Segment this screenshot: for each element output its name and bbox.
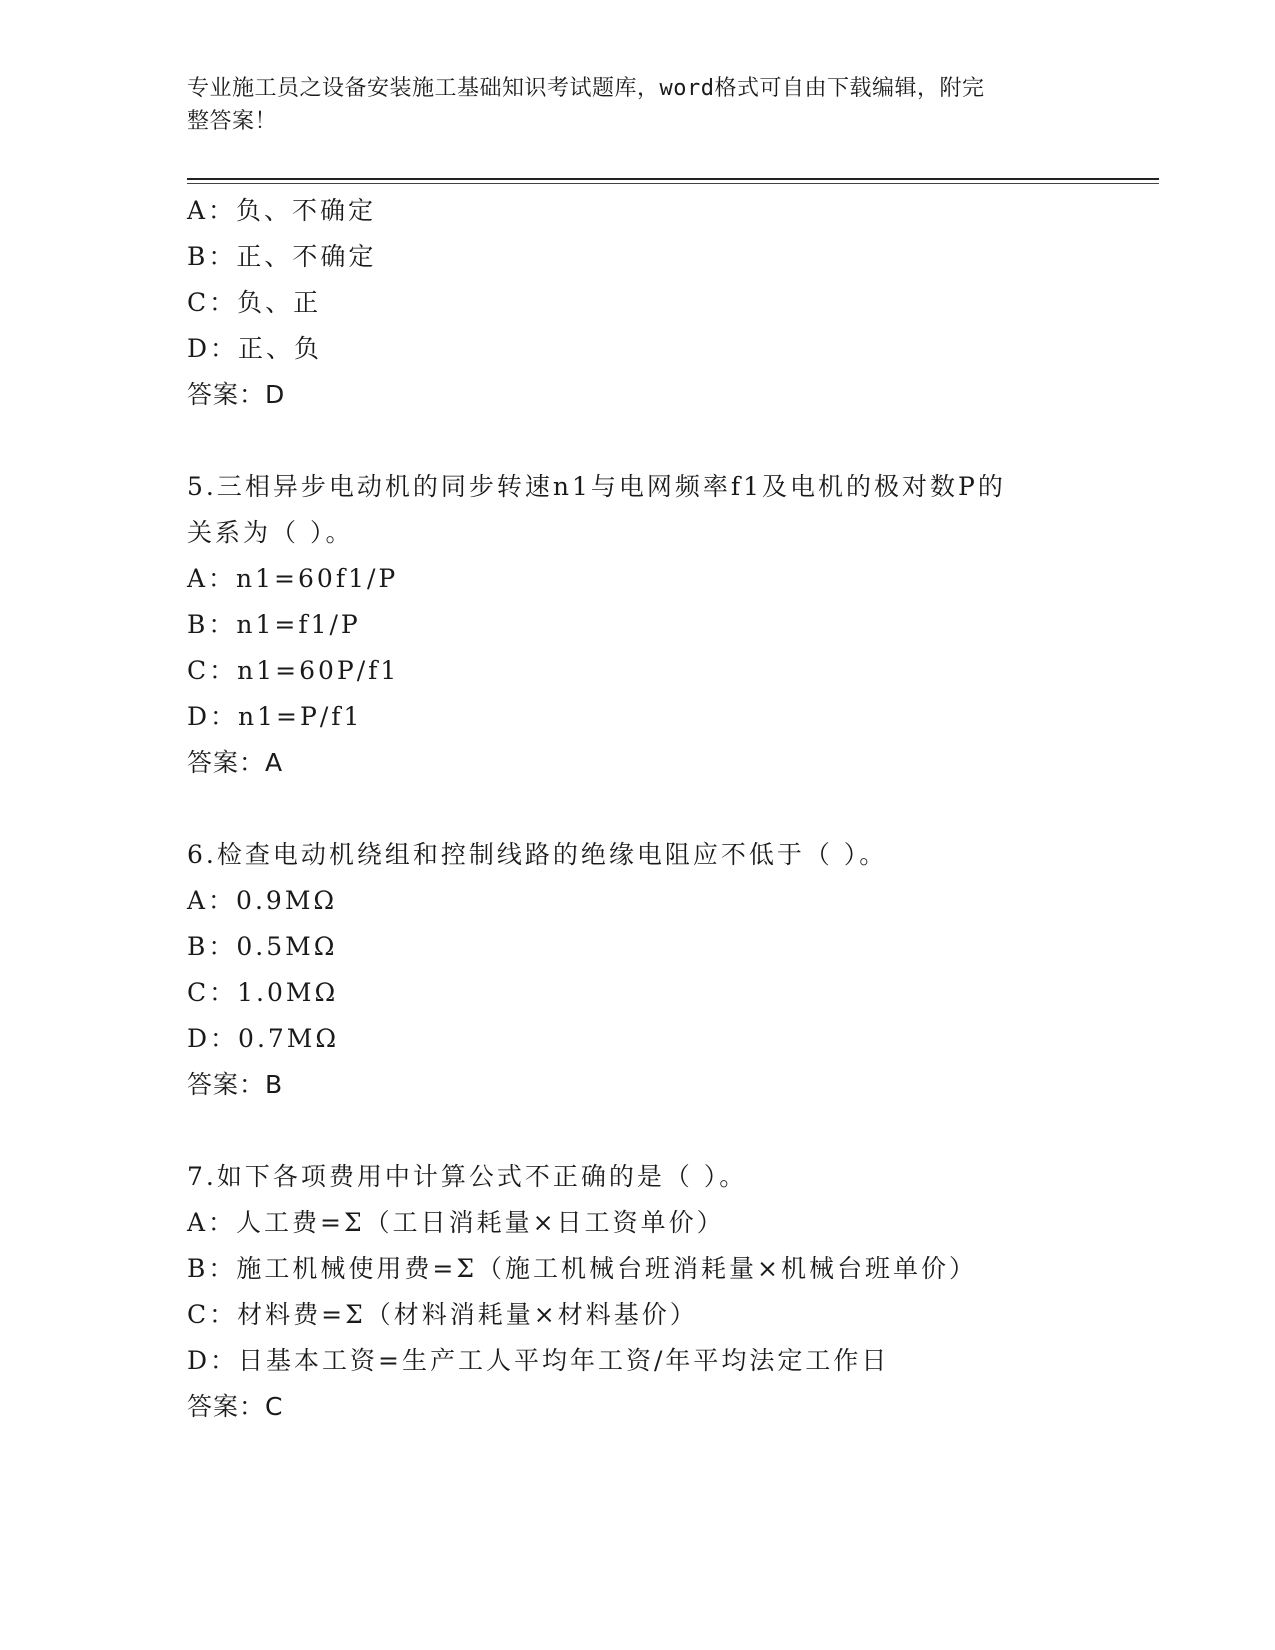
option-d: D：日基本工资=生产工人平均年工资/年平均法定工作日 bbox=[187, 1346, 890, 1375]
option-d: D：0.7MΩ bbox=[187, 1024, 340, 1053]
option-c: C：1.0MΩ bbox=[187, 978, 339, 1007]
header-line-2: 整答案！ bbox=[187, 109, 278, 134]
option-d: D：n1=P/f1 bbox=[187, 702, 363, 731]
question-spacer bbox=[187, 786, 1087, 832]
question-spacer bbox=[187, 1108, 1087, 1154]
option-b: B：n1=f1/P bbox=[187, 610, 361, 639]
option-d: D：正、负 bbox=[187, 334, 323, 363]
header-rule-thin bbox=[187, 183, 1159, 184]
option-c: C：n1=60P/f1 bbox=[187, 656, 400, 685]
answer-line: 答案：D bbox=[187, 380, 286, 409]
option-b: B：0.5MΩ bbox=[187, 932, 338, 961]
question-text: 5.三相异步电动机的同步转速n1与电网频率f1及电机的极对数P的 bbox=[187, 472, 1006, 501]
option-a: A：0.9MΩ bbox=[187, 886, 338, 915]
option-c: C：材料费=Σ（材料消耗量×材料基价） bbox=[187, 1300, 698, 1329]
option-a: A：n1=60f1/P bbox=[187, 564, 399, 593]
option-c: C：负、正 bbox=[187, 288, 322, 317]
header-rule-thick bbox=[187, 178, 1159, 180]
question-text: 6.检查电动机绕组和控制线路的绝缘电阻应不低于（ ）。 bbox=[187, 840, 888, 869]
question-text: 7.如下各项费用中计算公式不正确的是（ ）。 bbox=[187, 1162, 748, 1191]
question-6 bbox=[187, 832, 1087, 1108]
option-a: A：负、不确定 bbox=[187, 196, 377, 225]
question-4 bbox=[187, 188, 1087, 418]
option-a: A：人工费=Σ（工日消耗量×日工资单价） bbox=[187, 1208, 725, 1237]
header-line-1: 专业施工员之设备安装施工基础知识考试题库，word格式可自由下载编辑，附完 bbox=[187, 76, 985, 101]
question-text-continued: 关系为（ ）。 bbox=[187, 518, 354, 547]
question-spacer bbox=[187, 418, 1087, 464]
document-header bbox=[187, 72, 1077, 138]
question-list bbox=[187, 188, 1087, 1430]
answer-line: 答案：B bbox=[187, 1070, 284, 1099]
option-b: B：施工机械使用费=Σ（施工机械台班消耗量×机械台班单价） bbox=[187, 1254, 977, 1283]
question-5 bbox=[187, 464, 1087, 786]
question-7 bbox=[187, 1154, 1087, 1430]
answer-line: 答案：C bbox=[187, 1392, 284, 1421]
answer-line: 答案：A bbox=[187, 748, 284, 777]
option-b: B：正、不确定 bbox=[187, 242, 377, 271]
